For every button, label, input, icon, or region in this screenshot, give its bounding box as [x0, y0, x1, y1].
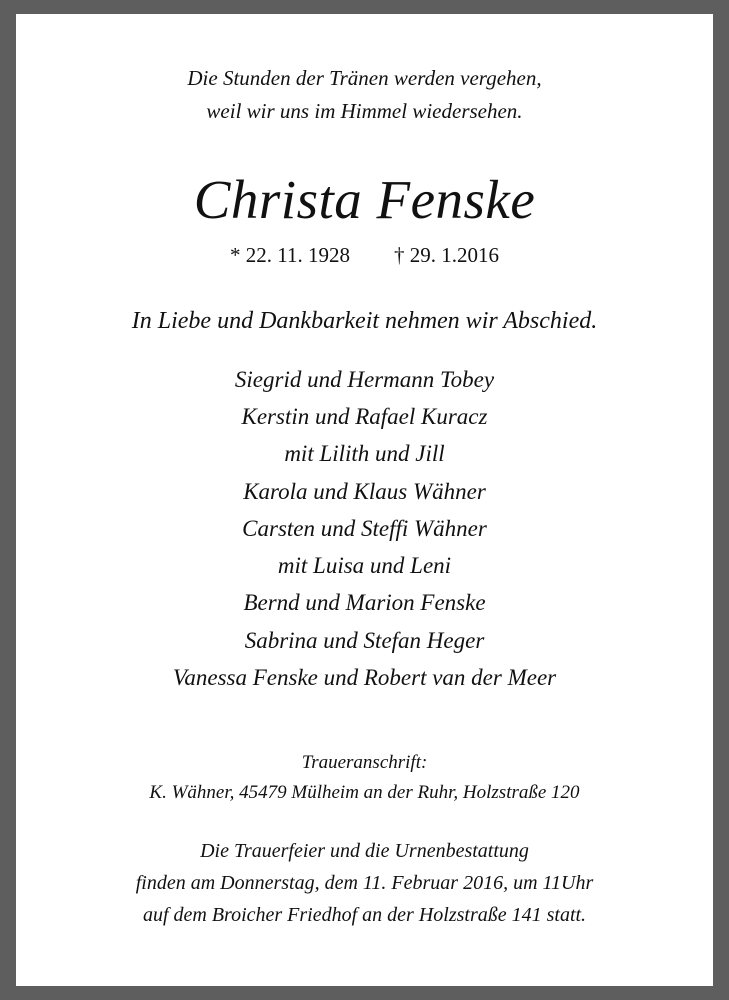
- address-line: K. Wähner, 45479 Mülheim an der Ruhr, Holzstraße 120: [149, 781, 580, 803]
- deceased-name: Christa Fenske: [193, 169, 536, 231]
- verse-block: [56, 62, 673, 127]
- ceremony-line: Die Trauerfeier und die Urnenbestattung: [200, 839, 529, 862]
- mourner-line: Carsten und Steffi Wähner: [242, 515, 487, 541]
- ceremony-block: [56, 835, 673, 931]
- mourner-line: Vanessa Fenske und Robert van der Meer: [172, 664, 557, 690]
- mourner-line: Bernd und Marion Fenske: [243, 590, 486, 616]
- address-label: Traueranschrift:: [301, 752, 428, 774]
- death-date: † 29. 1.2016: [393, 242, 499, 267]
- obituary-card: [16, 14, 713, 986]
- mourner-line: Siegrid und Hermann Tobey: [234, 366, 495, 392]
- mourner-line: Sabrina und Stefan Heger: [244, 627, 485, 653]
- verse-line-1: Die Stunden der Tränen werden vergehen,: [187, 66, 542, 90]
- mourner-line: mit Lilith und Jill: [284, 441, 445, 467]
- verse-line-2: weil wir uns im Himmel wiedersehen.: [206, 98, 523, 123]
- address-block: [56, 748, 673, 807]
- tribute-text: In Liebe und Dankbarkeit nehmen wir Abschied.: [131, 307, 598, 334]
- mourner-line: Kerstin und Rafael Kuracz: [241, 404, 488, 430]
- mourners-list: [56, 361, 673, 696]
- life-dates: [56, 243, 673, 268]
- ceremony-line: auf dem Broicher Friedhof an der Holzstraße 141 statt.: [142, 903, 587, 926]
- mourner-line: mit Luisa und Leni: [277, 553, 452, 579]
- ceremony-line: finden am Donnerstag, dem 11. Februar 2016, um 11Uhr: [135, 871, 594, 894]
- mourner-line: Karola und Klaus Wähner: [243, 478, 486, 504]
- birth-date: * 22. 11. 1928: [230, 242, 350, 267]
